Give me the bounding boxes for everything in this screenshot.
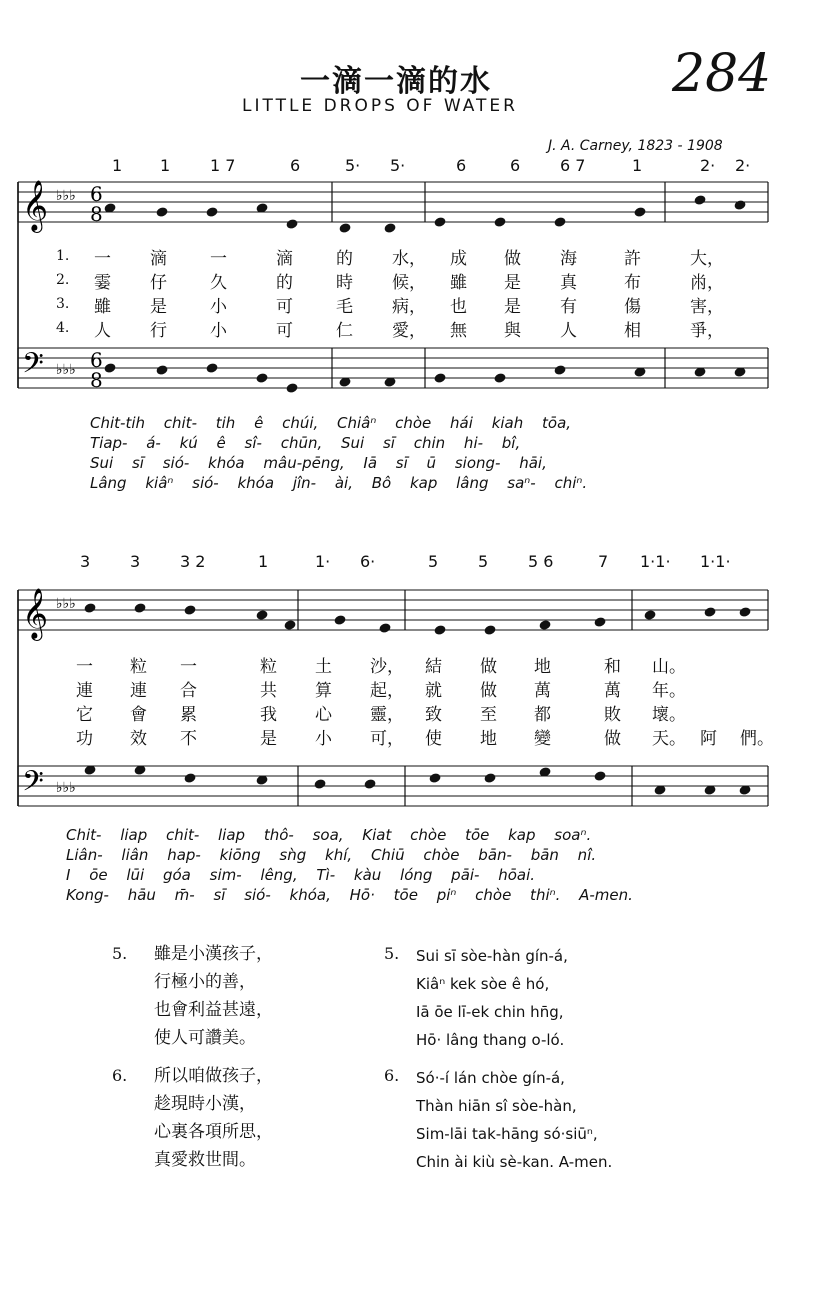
note-head — [313, 778, 326, 790]
romanized-line: I ōe lūi góa sim- lêng, Tì- kàu lóng pāi- hōai. — [66, 866, 536, 884]
romanized-line: Kong- hāu m̄- sī sió- khóa, Hō· tōe piⁿ chòe thiⁿ. A-men. — [66, 886, 633, 904]
jianpu-note: 7 — [598, 552, 609, 571]
time-signature: 8 — [90, 368, 103, 392]
time-signature: 8 — [90, 202, 103, 226]
verse-number: 2. — [56, 272, 70, 288]
lyric-syllable: 毛 — [336, 297, 353, 317]
lyric-syllable: 會 — [130, 705, 147, 725]
note-head — [593, 616, 606, 628]
treble-clef: 𝄞 — [22, 588, 49, 639]
note-head — [703, 606, 716, 618]
note-head — [433, 624, 446, 636]
note-head — [255, 609, 268, 621]
lyric-syllable: 仔 — [150, 273, 167, 293]
jianpu-note: 3 — [80, 552, 91, 571]
title-chinese: 一滴一滴的水 — [300, 64, 492, 99]
note-head — [593, 770, 606, 782]
lyric-syllable: 萬 — [604, 681, 621, 701]
lyric-syllable: 我 — [260, 705, 277, 725]
lyric-syllable: 有 — [560, 297, 577, 317]
lyric-syllable: 可 — [276, 321, 293, 341]
lyric-syllable: 心 — [315, 705, 332, 725]
lyric-syllable: 做 — [504, 249, 521, 269]
verse-number: 4. — [56, 320, 70, 336]
bass-clef: 𝄢 — [22, 765, 44, 805]
jianpu-note: 1·1· — [640, 552, 671, 571]
lyric-syllable: 小 — [210, 321, 227, 341]
lyric-syllable: 的 — [336, 249, 353, 269]
verse-line-chinese: 趁現時小漢， — [154, 1094, 256, 1114]
key-signature: ♭♭♭ — [56, 596, 76, 612]
lyric-syllable: 是 — [504, 273, 521, 293]
lyric-syllable: 天。 — [652, 729, 686, 749]
lyric-syllable: 真 — [560, 273, 577, 293]
note-head — [255, 372, 268, 384]
lyric-syllable: 阿 — [700, 729, 717, 749]
jianpu-note: 1 7 — [210, 156, 236, 175]
lyric-syllable: 使 — [425, 729, 442, 749]
jianpu-note: 2· — [700, 156, 716, 175]
lyric-syllable: 一 — [180, 657, 197, 677]
lyric-syllable: 爭， — [690, 321, 724, 341]
lyric-syllable: 沙， — [370, 657, 404, 677]
note-head — [205, 362, 218, 374]
lyric-syllable: 水， — [392, 249, 426, 269]
jianpu-note: 6 — [456, 156, 467, 175]
verse-line-romanized: Sim-lāi tak-hāng só·siūⁿ, — [416, 1125, 598, 1143]
jianpu-note: 1 — [258, 552, 269, 571]
lyric-syllable: 結 — [425, 657, 442, 677]
key-signature: ♭♭♭ — [56, 780, 76, 796]
lyric-syllable: 致 — [425, 705, 442, 725]
lyric-syllable: 是 — [260, 729, 277, 749]
jianpu-note: 2· — [735, 156, 751, 175]
jianpu-note: 1 — [160, 156, 171, 175]
jianpu-note: 5· — [390, 156, 406, 175]
romanized-line: Liân- liân hap- kiōng sǹg khí, Chiū chòe bān- bān nî. — [66, 846, 597, 864]
jianpu-note: 3 2 — [180, 552, 206, 571]
lyric-syllable: 地 — [480, 729, 497, 749]
note-head — [183, 604, 196, 616]
lyric-syllable: 與 — [504, 321, 521, 341]
lyric-syllable: 久 — [210, 273, 227, 293]
note-head — [363, 778, 376, 790]
lyric-syllable: 行 — [150, 321, 167, 341]
lyric-syllable: 雖 — [450, 273, 467, 293]
lyric-syllable: 也 — [450, 297, 467, 317]
lyric-syllable: 不 — [180, 729, 197, 749]
lyric-syllable: 共 — [260, 681, 277, 701]
lyric-syllable: 可 — [276, 297, 293, 317]
note-head — [428, 772, 441, 784]
lyric-syllable: 小 — [210, 297, 227, 317]
note-head — [538, 619, 551, 631]
verse-line-chinese: 心裏各項所思， — [154, 1122, 273, 1142]
lyric-syllable: 至 — [480, 705, 497, 725]
note-head — [433, 216, 446, 228]
key-signature: ♭♭♭ — [56, 362, 76, 378]
jianpu-note: 1·1· — [700, 552, 731, 571]
verse-number: 5. — [112, 944, 128, 963]
lyric-syllable: 變 — [534, 729, 551, 749]
key-signature: ♭♭♭ — [56, 188, 76, 204]
lyric-syllable: 都 — [534, 705, 551, 725]
lyric-syllable: 一 — [210, 249, 227, 269]
lyric-syllable: 敗 — [604, 705, 621, 725]
lyric-syllable: 做 — [480, 681, 497, 701]
lyric-syllable: 年。 — [652, 681, 686, 701]
note-head — [633, 206, 646, 218]
verse-line-romanized: Thàn hiān sî sòe-hàn, — [416, 1097, 577, 1115]
lyric-syllable: 成 — [450, 249, 467, 269]
lyric-syllable: 傷 — [624, 297, 641, 317]
lyric-syllable: 萬 — [534, 681, 551, 701]
note-head — [155, 364, 168, 376]
note-head — [738, 606, 751, 618]
jianpu-note: 3 — [130, 552, 141, 571]
lyric-syllable: 霎 — [94, 273, 111, 293]
lyric-syllable: 相 — [624, 321, 641, 341]
verse-line-romanized: Só·-í lán chòe gín-á, — [416, 1069, 565, 1087]
note-head — [133, 602, 146, 614]
lyric-syllable: 滴 — [150, 249, 167, 269]
lyric-syllable: 合 — [180, 681, 197, 701]
lyric-syllable: 愛， — [392, 321, 426, 341]
jianpu-note: 5· — [345, 156, 361, 175]
note-head — [643, 609, 656, 621]
verse-number: 6. — [384, 1066, 400, 1085]
note-head — [103, 362, 116, 374]
romanized-line: Lâng kiâⁿ sió- khóa jîn- ài, Bô kap lâng saⁿ- chiⁿ. — [90, 474, 588, 492]
lyric-syllable: 地 — [534, 657, 551, 677]
note-head — [285, 382, 298, 394]
lyric-syllable: 時 — [336, 273, 353, 293]
lyric-syllable: 病， — [392, 297, 426, 317]
lyric-syllable: 算 — [315, 681, 332, 701]
note-head — [433, 372, 446, 384]
note-head — [483, 772, 496, 784]
lyric-syllable: 人 — [560, 321, 577, 341]
verse-line-chinese: 行極小的善， — [154, 972, 256, 992]
note-head — [338, 222, 351, 234]
note-head — [383, 222, 396, 234]
lyric-syllable: 山。 — [652, 657, 686, 677]
jianpu-note: 1 — [632, 156, 643, 175]
note-head — [205, 206, 218, 218]
lyric-syllable: 它 — [76, 705, 93, 725]
verse-line-romanized: Sui sī sòe-hàn gín-á, — [416, 947, 568, 965]
lyric-syllable: 仁 — [336, 321, 353, 341]
note-head — [83, 602, 96, 614]
composer: J. A. Carney, 1823 - 1908 — [548, 138, 723, 154]
jianpu-note: 6 — [290, 156, 301, 175]
jianpu-note: 5 6 — [528, 552, 554, 571]
note-head — [155, 206, 168, 218]
note-head — [493, 216, 506, 228]
lyric-syllable: 可， — [370, 729, 404, 749]
romanized-line: Tiap- á- kú ê sî- chūn, Sui sī chin hi- bî, — [90, 434, 521, 452]
note-head — [285, 218, 298, 230]
lyric-syllable: 大， — [690, 249, 724, 269]
jianpu-note: 6· — [360, 552, 376, 571]
verse-line-romanized: Chin ài kiù sè-kan. A-men. — [416, 1153, 613, 1171]
lyric-syllable: 粒 — [260, 657, 277, 677]
verse-line-chinese: 所以咱做孩子， — [154, 1066, 273, 1086]
jianpu-note: 1· — [315, 552, 331, 571]
romanized-line: Chit-tih chit- tih ê chúi, Chiâⁿ chòe hái kiah tōa, — [90, 414, 572, 432]
lyric-syllable: 效 — [130, 729, 147, 749]
lyric-syllable: 和 — [604, 657, 621, 677]
lyric-syllable: 是 — [504, 297, 521, 317]
lyric-syllable: 累 — [180, 705, 197, 725]
jianpu-note: 6 7 — [560, 156, 586, 175]
romanized-line: Chit- liap chit- liap thô- soa, Kiat chòe tōe kap soaⁿ. — [66, 826, 592, 844]
lyric-syllable: 無 — [450, 321, 467, 341]
time-signature: 6 — [90, 348, 103, 372]
note-head — [553, 364, 566, 376]
lyric-syllable: 害， — [690, 297, 724, 317]
jianpu-note: 5 — [478, 552, 489, 571]
romanized-line: Sui sī sió- khóa mâu-pēng, Iā sī ū siong- hāi, — [90, 454, 547, 472]
verse-line-chinese: 真愛救世間。 — [154, 1150, 256, 1170]
verse-number: 5. — [384, 944, 400, 963]
lyric-syllable: 滴 — [276, 249, 293, 269]
treble-clef: 𝄞 — [22, 180, 49, 231]
note-head — [553, 216, 566, 228]
lyric-syllable: 靈， — [370, 705, 404, 725]
verse-line-chinese: 也會利益甚遠， — [154, 1000, 273, 1020]
lyric-syllable: 一 — [94, 249, 111, 269]
lyric-syllable: 候， — [392, 273, 426, 293]
note-head — [483, 624, 496, 636]
jianpu-note: 1 — [112, 156, 123, 175]
jianpu-note: 6 — [510, 156, 521, 175]
lyric-syllable: 㡀， — [690, 273, 724, 293]
note-head — [283, 619, 296, 631]
lyric-syllable: 們。 — [740, 729, 774, 749]
lyric-syllable: 許 — [624, 249, 641, 269]
lyric-syllable: 人 — [94, 321, 111, 341]
note-head — [733, 199, 746, 211]
lyric-syllable: 做 — [604, 729, 621, 749]
verse-line-romanized: Hō· lâng thang o-ló. — [416, 1031, 565, 1049]
lyric-syllable: 布 — [624, 273, 641, 293]
bass-clef: 𝄢 — [22, 347, 44, 387]
verse-line-romanized: Kiâⁿ kek sòe ê hó, — [416, 975, 550, 993]
jianpu-note: 5 — [428, 552, 439, 571]
lyric-syllable: 粒 — [130, 657, 147, 677]
title-english: LITTLE DROPS OF WATER — [242, 96, 518, 116]
verse-number: 6. — [112, 1066, 128, 1085]
note-head — [493, 372, 506, 384]
note-head — [333, 614, 346, 626]
lyric-syllable: 起， — [370, 681, 404, 701]
verse-number: 1. — [56, 248, 70, 264]
lyric-syllable: 壞。 — [652, 705, 686, 725]
lyric-syllable: 小 — [315, 729, 332, 749]
lyric-syllable: 土 — [315, 657, 332, 677]
verse-line-chinese: 雖是小漢孩子， — [154, 944, 273, 964]
verse-number: 3. — [56, 296, 70, 312]
lyric-syllable: 連 — [76, 681, 93, 701]
lyric-syllable: 海 — [560, 249, 577, 269]
lyric-syllable: 就 — [425, 681, 442, 701]
verse-line-chinese: 使人可讚美。 — [154, 1028, 256, 1048]
verse-line-romanized: Iā ōe lī-ek chin hn̄g, — [416, 1003, 564, 1021]
lyric-syllable: 做 — [480, 657, 497, 677]
lyric-syllable: 是 — [150, 297, 167, 317]
time-signature: 6 — [90, 182, 103, 206]
note-head — [378, 622, 391, 634]
lyric-syllable: 雖 — [94, 297, 111, 317]
note-head — [693, 194, 706, 206]
hymn-number: 284 — [672, 44, 772, 104]
lyric-syllable: 功 — [76, 729, 93, 749]
lyric-syllable: 連 — [130, 681, 147, 701]
lyric-syllable: 的 — [276, 273, 293, 293]
lyric-syllable: 一 — [76, 657, 93, 677]
note-head — [183, 772, 196, 784]
